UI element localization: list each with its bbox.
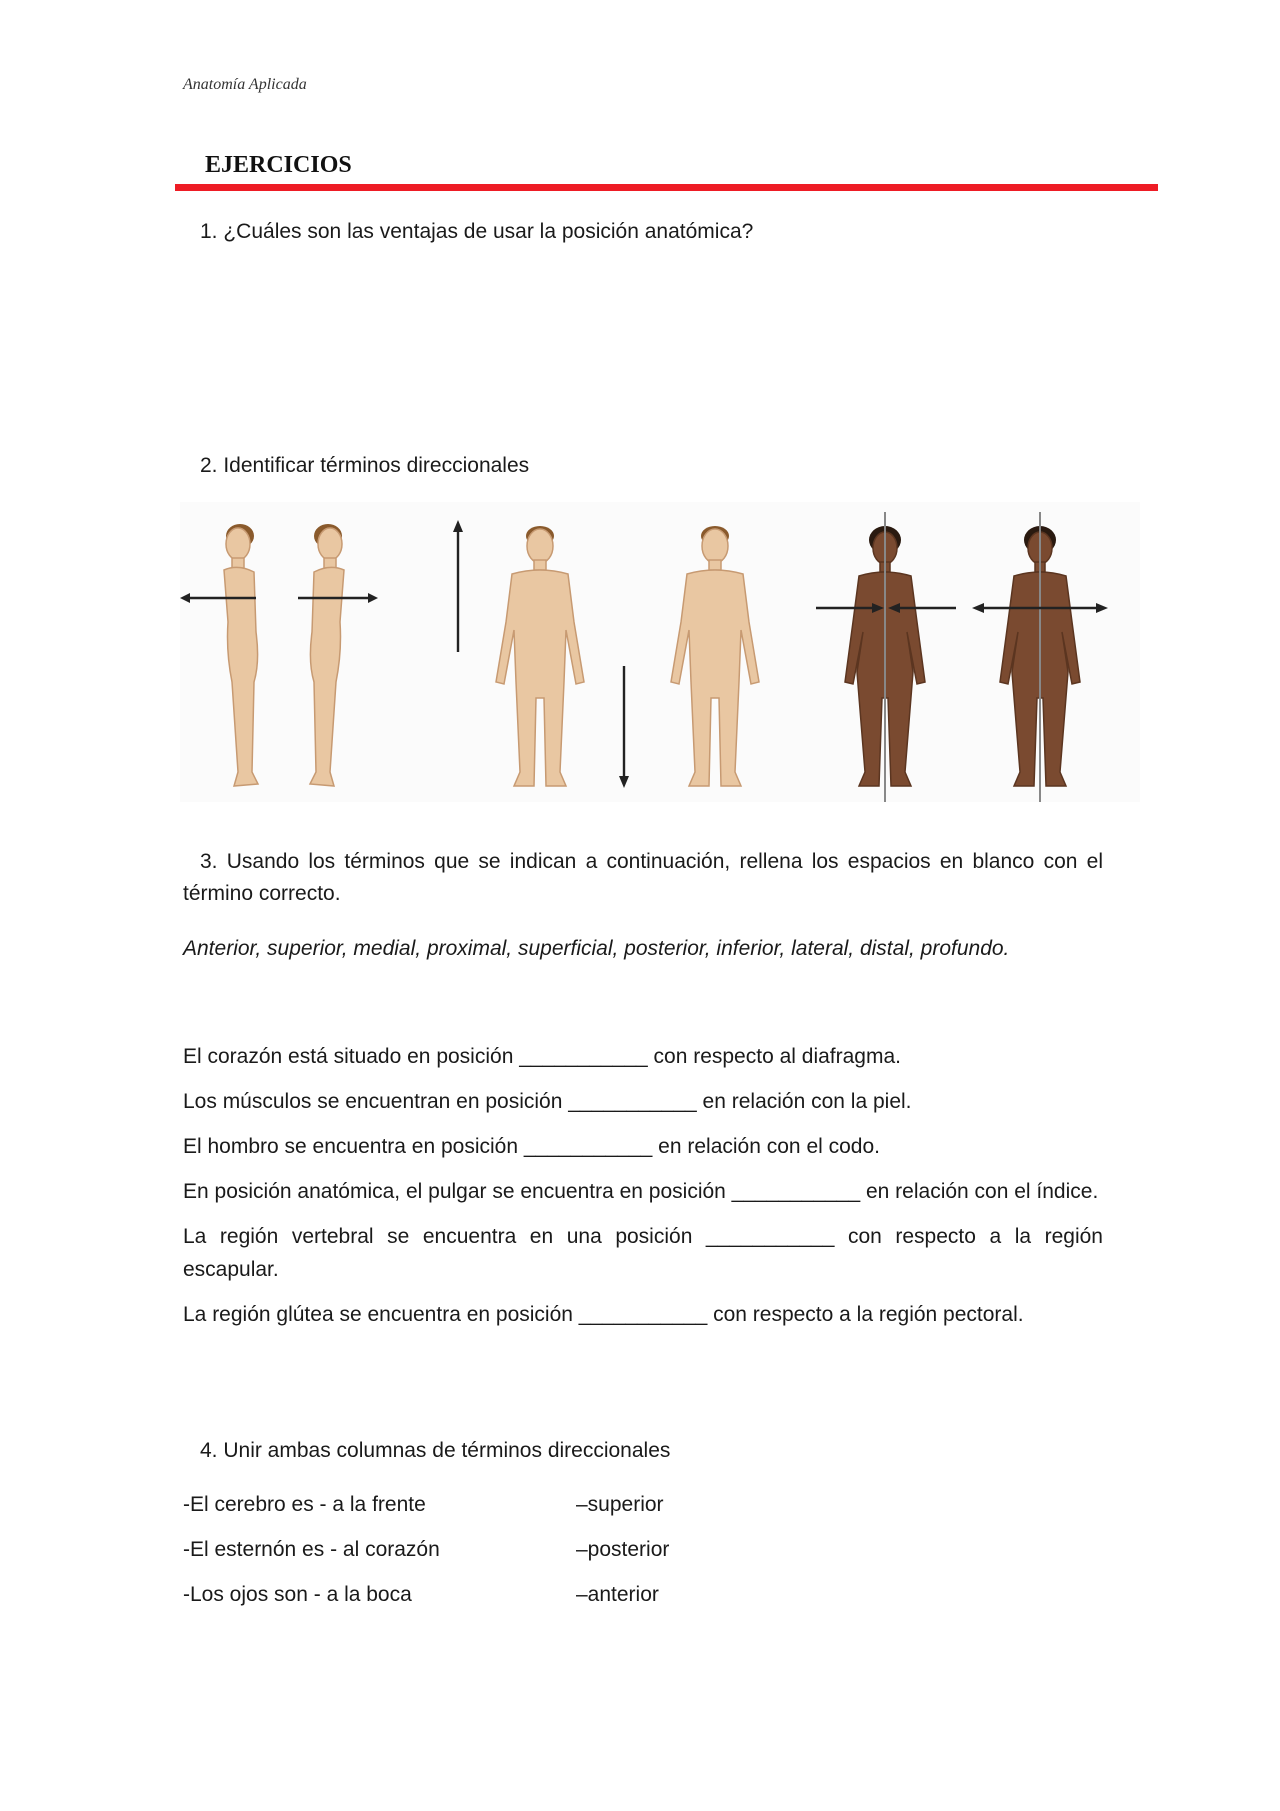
question-2: 2. Identificar términos direccionales xyxy=(200,454,530,477)
question-3: 3. Usando los términos que se indican a continuación, rellena los espacios en blanco con el término correcto. xyxy=(183,850,1103,905)
question-1: 1. ¿Cuáles son las ventajas de usar la posición anatómica? xyxy=(200,220,754,243)
question-4: 4. Unir ambas columnas de términos direccionales xyxy=(200,1439,671,1462)
match-left-item: -Los ojos son - a la boca xyxy=(183,1583,412,1606)
fill-in-sentence: La región vertebral se encuentra en una posición ___________ con respecto a la región escapular. xyxy=(183,1225,1103,1281)
fill-in-sentence: En posición anatómica, el pulgar se encuentra en posición ___________ en relación con el índice. xyxy=(183,1180,1099,1203)
match-left-item: -El cerebro es - a la frente xyxy=(183,1493,426,1516)
fill-in-sentences xyxy=(183,1040,1103,1343)
title-rule xyxy=(175,184,1158,191)
match-right-item: –superior xyxy=(576,1493,664,1516)
fill-in-sentence: El hombro se encuentra en posición ___________ en relación con el codo. xyxy=(183,1135,880,1158)
term-list: Anterior, superior, medial, proximal, superficial, posterior, inferior, lateral, distal, profundo. xyxy=(183,937,1010,960)
fill-in-sentence: La región glútea se encuentra en posición ___________ con respecto a la región pectoral. xyxy=(183,1303,1024,1326)
fill-in-sentence: Los músculos se encuentran en posición ___________ en relación con la piel. xyxy=(183,1090,912,1113)
match-right-item: –anterior xyxy=(576,1583,659,1606)
match-left-item: -El esternón es - al corazón xyxy=(183,1538,440,1561)
match-right-item: –posterior xyxy=(576,1538,670,1561)
running-header: Anatomía Aplicada xyxy=(183,76,307,93)
section-title: EJERCICIOS xyxy=(205,152,352,178)
fill-in-sentence: El corazón está situado en posición ___________ con respecto al diafragma. xyxy=(183,1045,901,1068)
directional-terms-illustration xyxy=(180,502,1140,802)
